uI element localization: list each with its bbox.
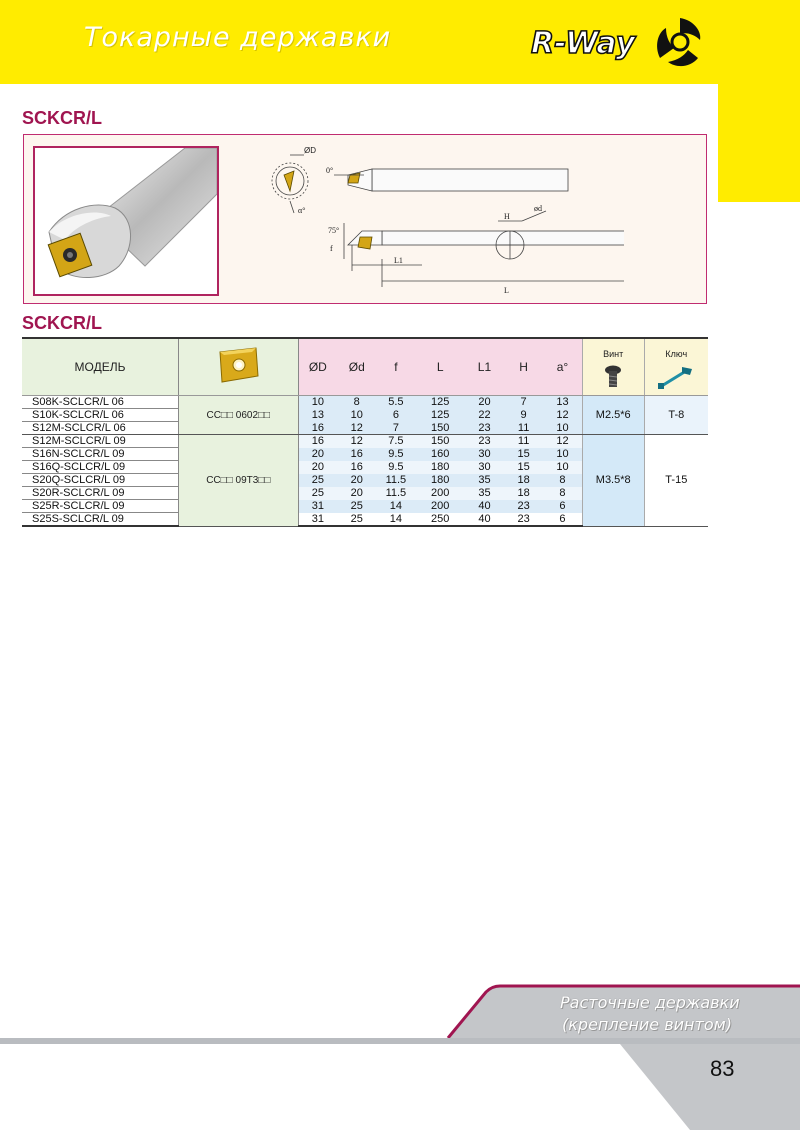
cell-D: 16 [298,422,337,435]
cell-f: 11.5 [376,474,415,487]
cell-D: 10 [298,396,337,409]
cell-f: 7 [376,422,415,435]
header-key-label: Ключ [665,349,688,359]
table-row [22,435,708,448]
section-title-drawing: SCKCR/L [22,108,102,128]
cell-D: 25 [298,474,337,487]
drawing-label-d: ød [534,204,542,213]
cell-L1: 35 [465,474,504,487]
cell-f: 6 [376,409,415,422]
cell-L1: 40 [465,513,504,527]
cell-a: 8 [543,474,582,487]
cell-H: 7 [504,396,543,409]
cell-D: 31 [298,500,337,513]
brand-logo-text: R-Way [531,26,636,61]
table-row [22,396,708,409]
footer-category-line1: Расточные державки [560,993,740,1012]
cell-a: 8 [543,487,582,500]
header-dim-d: Ød [337,338,376,396]
drawing-label-f: f [330,244,333,253]
cell-L1: 30 [465,461,504,474]
page-header-title: Токарные державки [84,22,392,53]
cell-d: 20 [337,487,376,500]
cell-d: 25 [337,513,376,527]
cell-f: 7.5 [376,435,415,448]
cell-d: 12 [337,435,376,448]
section-title-table: SCKCR/L [22,313,102,333]
tool-photo [33,146,219,296]
cell-L: 160 [415,448,464,461]
cell-L: 150 [415,435,464,448]
cell-D: 13 [298,409,337,422]
cell-L: 200 [415,487,464,500]
cell-L: 180 [415,474,464,487]
key-icon [656,365,696,391]
cell-f: 9.5 [376,461,415,474]
cell-d: 10 [337,409,376,422]
cell-H: 23 [504,500,543,513]
cell-model: S08K-SCLCR/L 06 [22,396,179,409]
cell-f: 14 [376,500,415,513]
cell-model: S12M-SCLCR/L 09 [22,435,179,448]
footer-category-line2: (крепление винтом) [562,1015,732,1034]
cell-L: 125 [415,409,464,422]
cell-f: 14 [376,513,415,527]
cell-key: T-8 [644,396,708,435]
cell-L1: 40 [465,500,504,513]
header-dim-H: H [504,338,543,396]
cell-screw: M2.5*6 [582,396,644,435]
drawing-label-angle: 75° [328,226,340,235]
cell-d: 20 [337,474,376,487]
cell-d: 16 [337,461,376,474]
figure-box [23,134,707,304]
cell-L1: 30 [465,448,504,461]
cell-H: 9 [504,409,543,422]
header-dim-D: ØD [298,338,337,396]
cell-D: 16 [298,435,337,448]
technical-drawing [264,141,624,301]
drawing-label-a: α° [298,206,306,215]
drawing-label-L: L [504,286,509,295]
cell-a: 6 [543,500,582,513]
cell-model: S12M-SCLCR/L 06 [22,422,179,435]
header-side-band [718,84,800,202]
header-model: МОДЕЛЬ [22,338,179,396]
cell-L1: 35 [465,487,504,500]
cell-a: 10 [543,422,582,435]
cell-H: 18 [504,487,543,500]
cell-f: 5.5 [376,396,415,409]
cell-L1: 23 [465,422,504,435]
cell-H: 11 [504,422,543,435]
cell-a: 12 [543,409,582,422]
cell-d: 25 [337,500,376,513]
cell-f: 11.5 [376,487,415,500]
cell-H: 15 [504,461,543,474]
cell-L1: 22 [465,409,504,422]
cell-L: 125 [415,396,464,409]
header-screw [582,338,644,396]
drawing-label-L1: L1 [394,256,403,265]
spec-table [22,337,708,527]
header-screw-label: Винт [603,349,624,359]
cell-model: S20R-SCLCR/L 09 [22,487,179,500]
cell-screw: M3.5*8 [582,435,644,527]
cell-model: S10K-SCLCR/L 06 [22,409,179,422]
cell-d: 16 [337,448,376,461]
cell-D: 20 [298,461,337,474]
cell-H: 15 [504,448,543,461]
spec-table-body [22,396,708,527]
cell-insert: CC□□ 09T3□□ [179,435,298,527]
screw-icon [604,365,622,389]
cell-L: 250 [415,513,464,527]
cell-key: T-15 [644,435,708,527]
drawing-label-H: H [504,212,510,221]
cell-model: S25R-SCLCR/L 09 [22,500,179,513]
cell-f: 9.5 [376,448,415,461]
page-number: 83 [710,1056,735,1081]
cell-a: 6 [543,513,582,527]
cell-a: 12 [543,435,582,448]
cell-model: S16N-SCLCR/L 09 [22,448,179,461]
cell-insert: CC□□ 0602□□ [179,396,298,435]
header-dim-L1: L1 [465,338,504,396]
cell-D: 25 [298,487,337,500]
header-insert-image [179,338,298,396]
cell-model: S25S-SCLCR/L 09 [22,513,179,527]
header-dim-a: a° [543,338,582,396]
header-dim-f: f [376,338,415,396]
cell-L: 150 [415,422,464,435]
cell-L: 200 [415,500,464,513]
cell-D: 31 [298,513,337,527]
cell-H: 23 [504,513,543,527]
cell-L1: 23 [465,435,504,448]
footer-stripe [0,1038,800,1044]
brand-logo-icon [650,14,710,70]
table-header-row [22,338,708,396]
cell-a: 10 [543,461,582,474]
insert-icon [212,346,264,386]
cell-model: S20Q-SCLCR/L 09 [22,474,179,487]
cell-a: 10 [543,448,582,461]
cell-L: 180 [415,461,464,474]
drawing-label-zero: 0° [326,166,334,175]
cell-d: 8 [337,396,376,409]
cell-H: 18 [504,474,543,487]
cell-model: S16Q-SCLCR/L 09 [22,461,179,474]
cell-a: 13 [543,396,582,409]
cell-H: 11 [504,435,543,448]
header-dim-L: L [415,338,464,396]
cell-L1: 20 [465,396,504,409]
cell-D: 20 [298,448,337,461]
cell-d: 12 [337,422,376,435]
boring-bar-illustration [35,148,217,294]
header-key [644,338,708,396]
drawing-label-D: ØD [304,146,316,155]
